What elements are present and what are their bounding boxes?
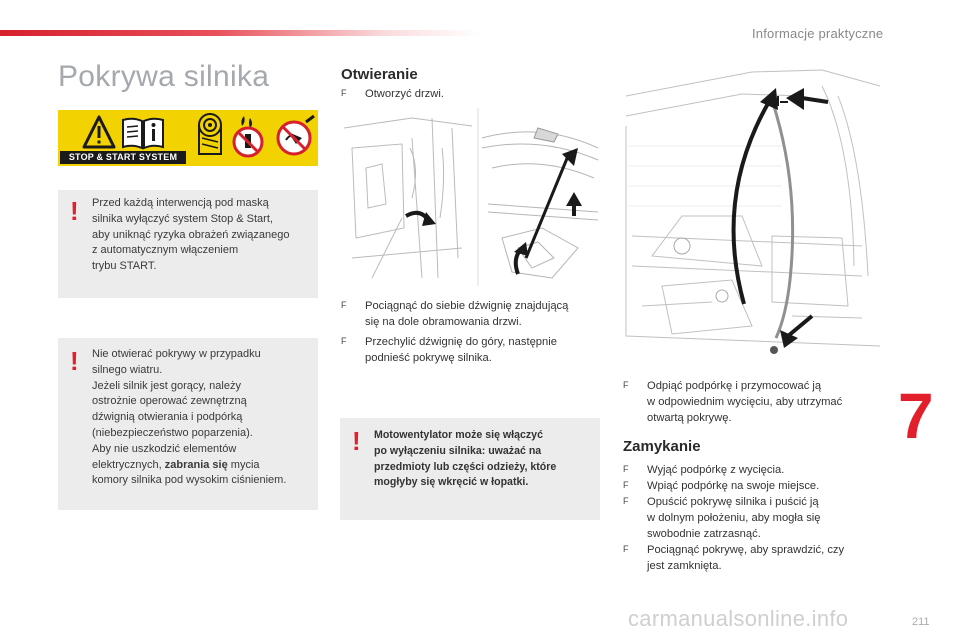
hood-prop-rod-illustration bbox=[622, 66, 884, 366]
bullet-icon: F bbox=[623, 496, 629, 506]
exclamation-icon: ! bbox=[70, 196, 79, 226]
step-remove-prop: F Wyjąć podpórkę z wycięcia. bbox=[623, 464, 785, 476]
manual-book-info-icon bbox=[120, 114, 166, 152]
section-header: Informacje praktyczne bbox=[752, 26, 884, 41]
step-lift-hood: F Przechylić dźwignię do góry, następnie podnieść pokrywę silnika. bbox=[341, 336, 557, 364]
step-lower-hood: F Opuścić pokrywę silnika i puścić ją w dolnym położeniu, aby mogła się swobodnie zatrzasnąć. bbox=[623, 496, 821, 540]
warning-box-stop-start bbox=[58, 190, 318, 298]
exclamation-icon: ! bbox=[70, 346, 79, 376]
no-hand-fan-icon bbox=[274, 114, 316, 160]
step-pull-lever: F Pociągnąć do siebie dźwignię znajdującą się na dole obramowania drzwi. bbox=[341, 300, 569, 328]
watermark: carmanualsonline.info bbox=[628, 606, 849, 631]
closing-heading: Zamykanie bbox=[623, 438, 701, 455]
stop-start-banner bbox=[58, 110, 318, 166]
chapter-color-bar bbox=[0, 30, 480, 36]
warning-box-wind bbox=[58, 338, 318, 510]
step-clip-prop: F Wpiąć podpórkę na swoje miejsce. bbox=[623, 480, 820, 492]
warning-box-fan bbox=[340, 418, 600, 520]
opening-heading: Otwieranie bbox=[341, 66, 418, 83]
bullet-icon: F bbox=[623, 480, 629, 490]
bullet-icon: F bbox=[623, 464, 629, 474]
step-open-door: F Otworzyć drzwi. bbox=[341, 88, 444, 100]
bullet-icon: F bbox=[341, 336, 347, 346]
bullet-icon: F bbox=[623, 544, 629, 554]
step-unclip-prop: F Odpiąć podpórkę i przymocować ją w odpowiednim wycięciu, aby utrzymać otwartą pokrywę. bbox=[623, 380, 843, 424]
warning-text: Nie otwierać pokrywy w przypadku silnego wiatru. Jeżeli silnik jest gorący, należy ostrożnie operować zewnętrzną dźwignią otwierania i podpórką (niebezpieczeństwo poparzenia). Aby nie uszkodzić elementów elektrycznych, zabrania się mycia komory silnika pod wysokim ciśnieniem. bbox=[92, 348, 287, 487]
chapter-number: 7 bbox=[898, 380, 934, 452]
bullet-icon: F bbox=[341, 300, 347, 310]
exclamation-icon: ! bbox=[352, 426, 361, 456]
warning-text: Motowentylator może się włączyć po wyłączeniu silnika: uważać na przedmioty lub części odzieży, które mogłyby się wkręcić w łopatki. bbox=[374, 429, 557, 489]
page-number: 211 bbox=[912, 616, 930, 628]
warning-text: Przed każdą interwencją pod maską silnika wyłączyć system Stop & Start, aby uniknąć ryzyka obrażeń związanego z automatycznym włączeniem trybu START. bbox=[92, 197, 290, 273]
bullet-icon: F bbox=[341, 88, 347, 98]
page-title: Pokrywa silnika bbox=[58, 60, 270, 93]
stop-start-label: STOP & START SYSTEM bbox=[60, 151, 186, 164]
warning-triangle-icon bbox=[82, 114, 116, 152]
bullet-icon: F bbox=[623, 380, 629, 390]
fan-belt-icon bbox=[196, 112, 224, 160]
hood-lever-illustration bbox=[342, 108, 600, 286]
step-check-closed: F Pociągnąć pokrywę, aby sprawdzić, czy jest zamknięta. bbox=[623, 544, 845, 572]
no-open-flame-icon bbox=[230, 112, 266, 160]
